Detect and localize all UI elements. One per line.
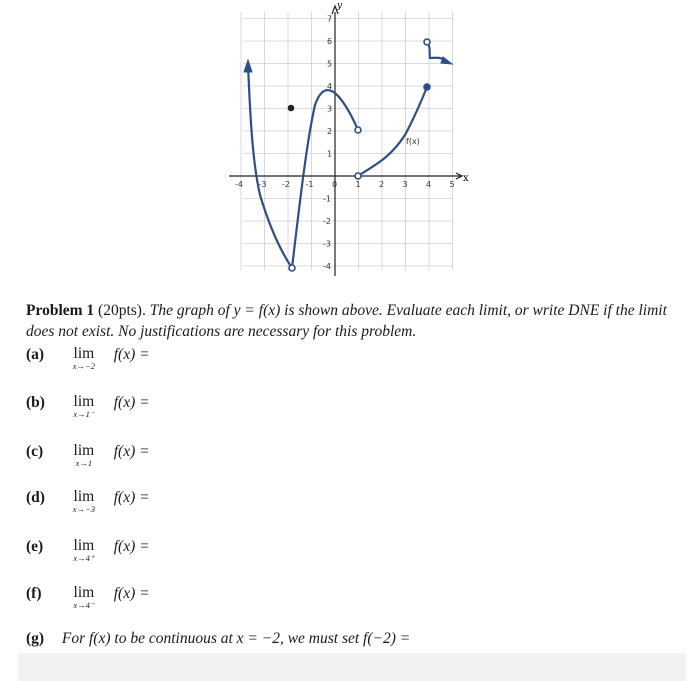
x-tick-label: 2: [379, 180, 385, 189]
left-arrowhead: [244, 60, 252, 72]
problem-points: (20pts).: [98, 302, 146, 319]
part-label: (e): [26, 538, 44, 555]
lim-subscript: x→1: [75, 458, 93, 468]
lim-subscript: x→−2: [72, 361, 95, 371]
curve-left-piece: [248, 65, 292, 268]
lim-word: lim: [73, 537, 95, 554]
y-tick-label: 5: [327, 59, 333, 69]
x-tick-label: -2: [282, 180, 290, 189]
open-point-x4-upper: [424, 39, 430, 45]
lim-word: lim: [73, 584, 95, 601]
closed-point-x4: [424, 84, 430, 90]
open-point-x1-upper: [355, 127, 361, 133]
limit-expression: f(x) =: [113, 443, 150, 460]
curve-label: f(x): [406, 137, 420, 146]
lim-subscript: x→1⁻: [73, 409, 95, 419]
x-tick-label: -3: [258, 180, 267, 189]
limit-expression: f(x) =: [113, 538, 150, 555]
lim-subscript: x→4⁺: [73, 553, 95, 563]
y-tick-label: -1: [323, 194, 331, 204]
x-tick-label: -4: [235, 180, 243, 189]
right-arrowhead: [441, 57, 452, 64]
function-curve: [248, 42, 448, 268]
limit-expression: f(x) =: [113, 346, 150, 363]
limit-operator: [62, 394, 106, 418]
lim-word: lim: [73, 345, 95, 362]
part-label: (d): [26, 489, 45, 506]
function-graph: [225, 0, 485, 280]
x-tick-label: 1: [355, 180, 361, 189]
y-tick-label: 7: [327, 14, 333, 24]
y-tick-label: -4: [323, 262, 331, 271]
y-tick-label: -2: [323, 217, 331, 226]
x-tick-label: 5: [449, 180, 455, 189]
limit-operator: [62, 538, 106, 562]
y-tick-label: 2: [327, 127, 333, 136]
part-e: [26, 538, 150, 562]
part-label: (g): [26, 630, 45, 647]
x-axis-label: x: [463, 173, 469, 184]
x-tick-label: -1: [305, 180, 314, 189]
lim-subscript: x→4⁻: [73, 600, 95, 610]
y-tick-label: 4: [327, 82, 333, 91]
y-axis-label: y: [337, 1, 343, 11]
lim-word: lim: [73, 488, 95, 505]
x-tick-label: 3: [402, 180, 408, 189]
lim-subscript: x→−3: [72, 504, 95, 514]
part-d: [26, 489, 150, 513]
problem-title: Problem 1: [26, 302, 95, 319]
points: [289, 39, 431, 271]
part-label: (a): [26, 346, 45, 363]
limit-operator: [62, 346, 106, 370]
limit-operator: [62, 489, 106, 513]
part-a: [26, 346, 150, 370]
x-tick-label: 4: [426, 180, 432, 189]
axes: [229, 6, 462, 276]
continuity-question: For f(x) to be continuous at x = −2, we must set f(−2) =: [61, 630, 411, 647]
isolated-point-x-2: [289, 106, 294, 111]
part-f: [26, 585, 150, 609]
problem-statement: [26, 300, 681, 342]
limit-expression: f(x) =: [113, 489, 150, 506]
open-point-bottom: [289, 265, 295, 271]
page-bottom-strip: [18, 653, 686, 681]
lim-word: lim: [73, 442, 95, 459]
y-tick-label: 1: [327, 149, 333, 159]
part-c: [26, 443, 150, 467]
part-label: (c): [26, 443, 44, 460]
part-b: [26, 394, 150, 418]
limit-expression: f(x) =: [113, 585, 150, 602]
y-tick-label: 6: [327, 37, 333, 46]
lim-word: lim: [73, 393, 95, 410]
part-label: (b): [26, 394, 45, 411]
limit-operator: [62, 443, 106, 467]
x-tick-label: 0: [332, 180, 338, 189]
limit-operator: [62, 585, 106, 609]
curve-right-piece: [358, 87, 427, 176]
open-point-x1-lower: [355, 173, 361, 179]
limit-expression: f(x) =: [113, 394, 150, 411]
part-label: (f): [26, 585, 42, 602]
arrow-heads: [244, 57, 452, 72]
y-tick-label: 3: [327, 104, 333, 114]
y-tick-label: -3: [323, 239, 331, 249]
part-g: [26, 630, 410, 648]
problem-text: The graph of y = f(x) is shown above. Evaluate each limit, or write DNE if the limit does not exist. No justifications are necessary for this problem.: [26, 302, 667, 340]
